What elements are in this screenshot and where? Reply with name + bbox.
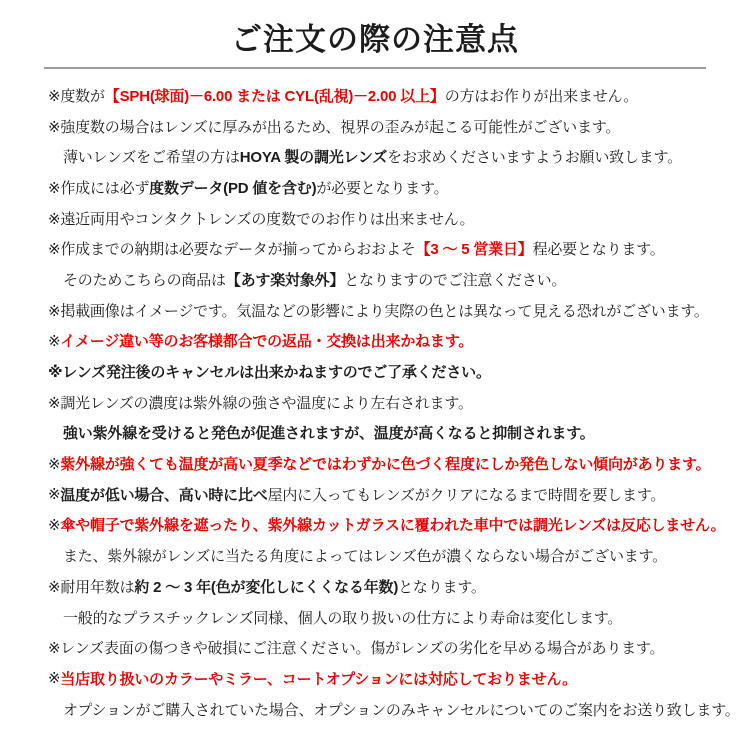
notice-segment: 温度が低い場合、高い時に比べ <box>60 486 268 504</box>
notice-segment: ※作成には必ず <box>48 179 150 197</box>
page-title: ご注文の際の注意点 <box>231 22 519 57</box>
notice-line <box>48 172 744 203</box>
notice-segment: の方はお作りが出来ません。 <box>444 87 639 105</box>
notice-segment: 度数データ(PD 値を含む) <box>149 179 317 197</box>
notice-line <box>48 694 744 725</box>
notice-line <box>48 80 744 111</box>
notice-segment: ※調光レンズの濃度は紫外線の強さや温度により左右されます。 <box>48 394 473 412</box>
notice-segment: ※ <box>48 455 61 473</box>
notice-line <box>48 540 744 571</box>
notice-segment: そのためこちらの商品は <box>63 271 226 289</box>
notice-segment: 傘や帽子で紫外線を遮ったり、紫外線カットガラスに覆われた車中では調光レンズは反応しません。 <box>60 517 726 535</box>
notice-segment: 【あす楽対象外】 <box>225 271 345 289</box>
notice-segment: 程必要となります。 <box>532 241 665 259</box>
notice-segment: となりますのでご注意ください。 <box>344 271 567 289</box>
notice-segment: 屋内に入ってもレンズがクリアになるまで時間を要します。 <box>267 486 666 504</box>
notice-line <box>48 264 744 295</box>
notice-segment: をお求めくださいますようお願い致します。 <box>387 149 682 167</box>
notice-line <box>48 203 744 234</box>
notice-segment: HOYA 製の調光レンズ <box>239 149 388 167</box>
notice-segment: ※ <box>48 516 61 534</box>
notice-segment: ※強度数の場合はレンズに厚みが出るため、視界の歪みが起こる可能性がございます。 <box>48 118 621 136</box>
notice-line <box>48 141 744 172</box>
notice-segment: ※レンズ表面の傷つきや破損にご注意ください。傷がレンズの劣化を早める場合があります。 <box>48 640 665 658</box>
notice-segment: が必要となります。 <box>316 179 449 197</box>
notice-segment: 強い紫外線を受けると発色が促進されますが、温度が高くなると抑制されます。 <box>63 425 595 443</box>
notice-segment: ※掲載画像はイメージです。気温などの影響により実際の色とは異なって見える恐れがございます。 <box>48 302 709 320</box>
notice-line <box>48 448 744 479</box>
notice-segment: ※ <box>48 332 61 350</box>
notice-line <box>48 418 744 449</box>
notice-list <box>0 80 750 724</box>
notice-segment: ※ <box>48 486 61 504</box>
notice-line <box>48 571 744 602</box>
notice-line <box>48 602 744 633</box>
notice-line <box>48 387 744 418</box>
notice-segment: 【SPH(球面)－6.00 または CYL(乱視)－2.00 以上】 <box>104 87 445 105</box>
notice-line <box>48 356 744 387</box>
notice-segment: ※ <box>48 670 61 688</box>
notice-line <box>48 632 744 663</box>
notice-segment: ※耐用年数は <box>48 578 135 596</box>
notice-line <box>48 295 744 326</box>
notice-segment: 薄いレンズをご希望の方は <box>63 149 240 167</box>
notice-segment: 約 2 ～ 3 年(色が変化しにくくなる年数) <box>134 578 399 596</box>
notice-segment: 一般的なプラスチックレンズ同様、個人の取り扱いの仕方により寿命は変化します。 <box>63 609 623 627</box>
notice-line <box>48 663 744 694</box>
notice-segment: イメージ違い等のお客様都合での返品・交換は出来かねます。 <box>60 333 474 351</box>
notice-segment: ※レンズ発注後のキャンセルは出来かねますのでご了承ください。 <box>48 364 491 382</box>
notice-segment: 紫外線が強くても温度が高い夏季などではわずかに色づく程度にしか発色しない傾向があります。 <box>60 456 711 474</box>
notice-line <box>48 326 744 357</box>
title-divider <box>44 67 706 69</box>
notice-line <box>48 233 744 264</box>
notice-line <box>48 111 744 142</box>
notice-line <box>48 510 744 541</box>
notice-segment: 【3 ～ 5 営業日】 <box>415 241 533 259</box>
notice-segment: ※作成までの納期は必要なデータが揃ってからおおよそ <box>48 241 416 259</box>
notice-segment: ※遠近両用やコンタクトレンズの度数でのお作りは出来ません。 <box>48 210 475 228</box>
notice-line <box>48 479 744 510</box>
notice-segment: ※度数が <box>48 87 105 105</box>
notice-segment: また、紫外線がレンズに当たる角度によってはレンズ色が濃くならない場合がございます。 <box>63 548 667 566</box>
notice-segment: オプションがご購入されていた場合、オプションのみキャンセルについてのご案内をお送り致します。 <box>63 701 740 719</box>
notice-segment: 当店取り扱いのカラーやミラー、コートオプションには対応しておりません。 <box>60 670 577 688</box>
notice-segment: となります。 <box>398 578 486 596</box>
